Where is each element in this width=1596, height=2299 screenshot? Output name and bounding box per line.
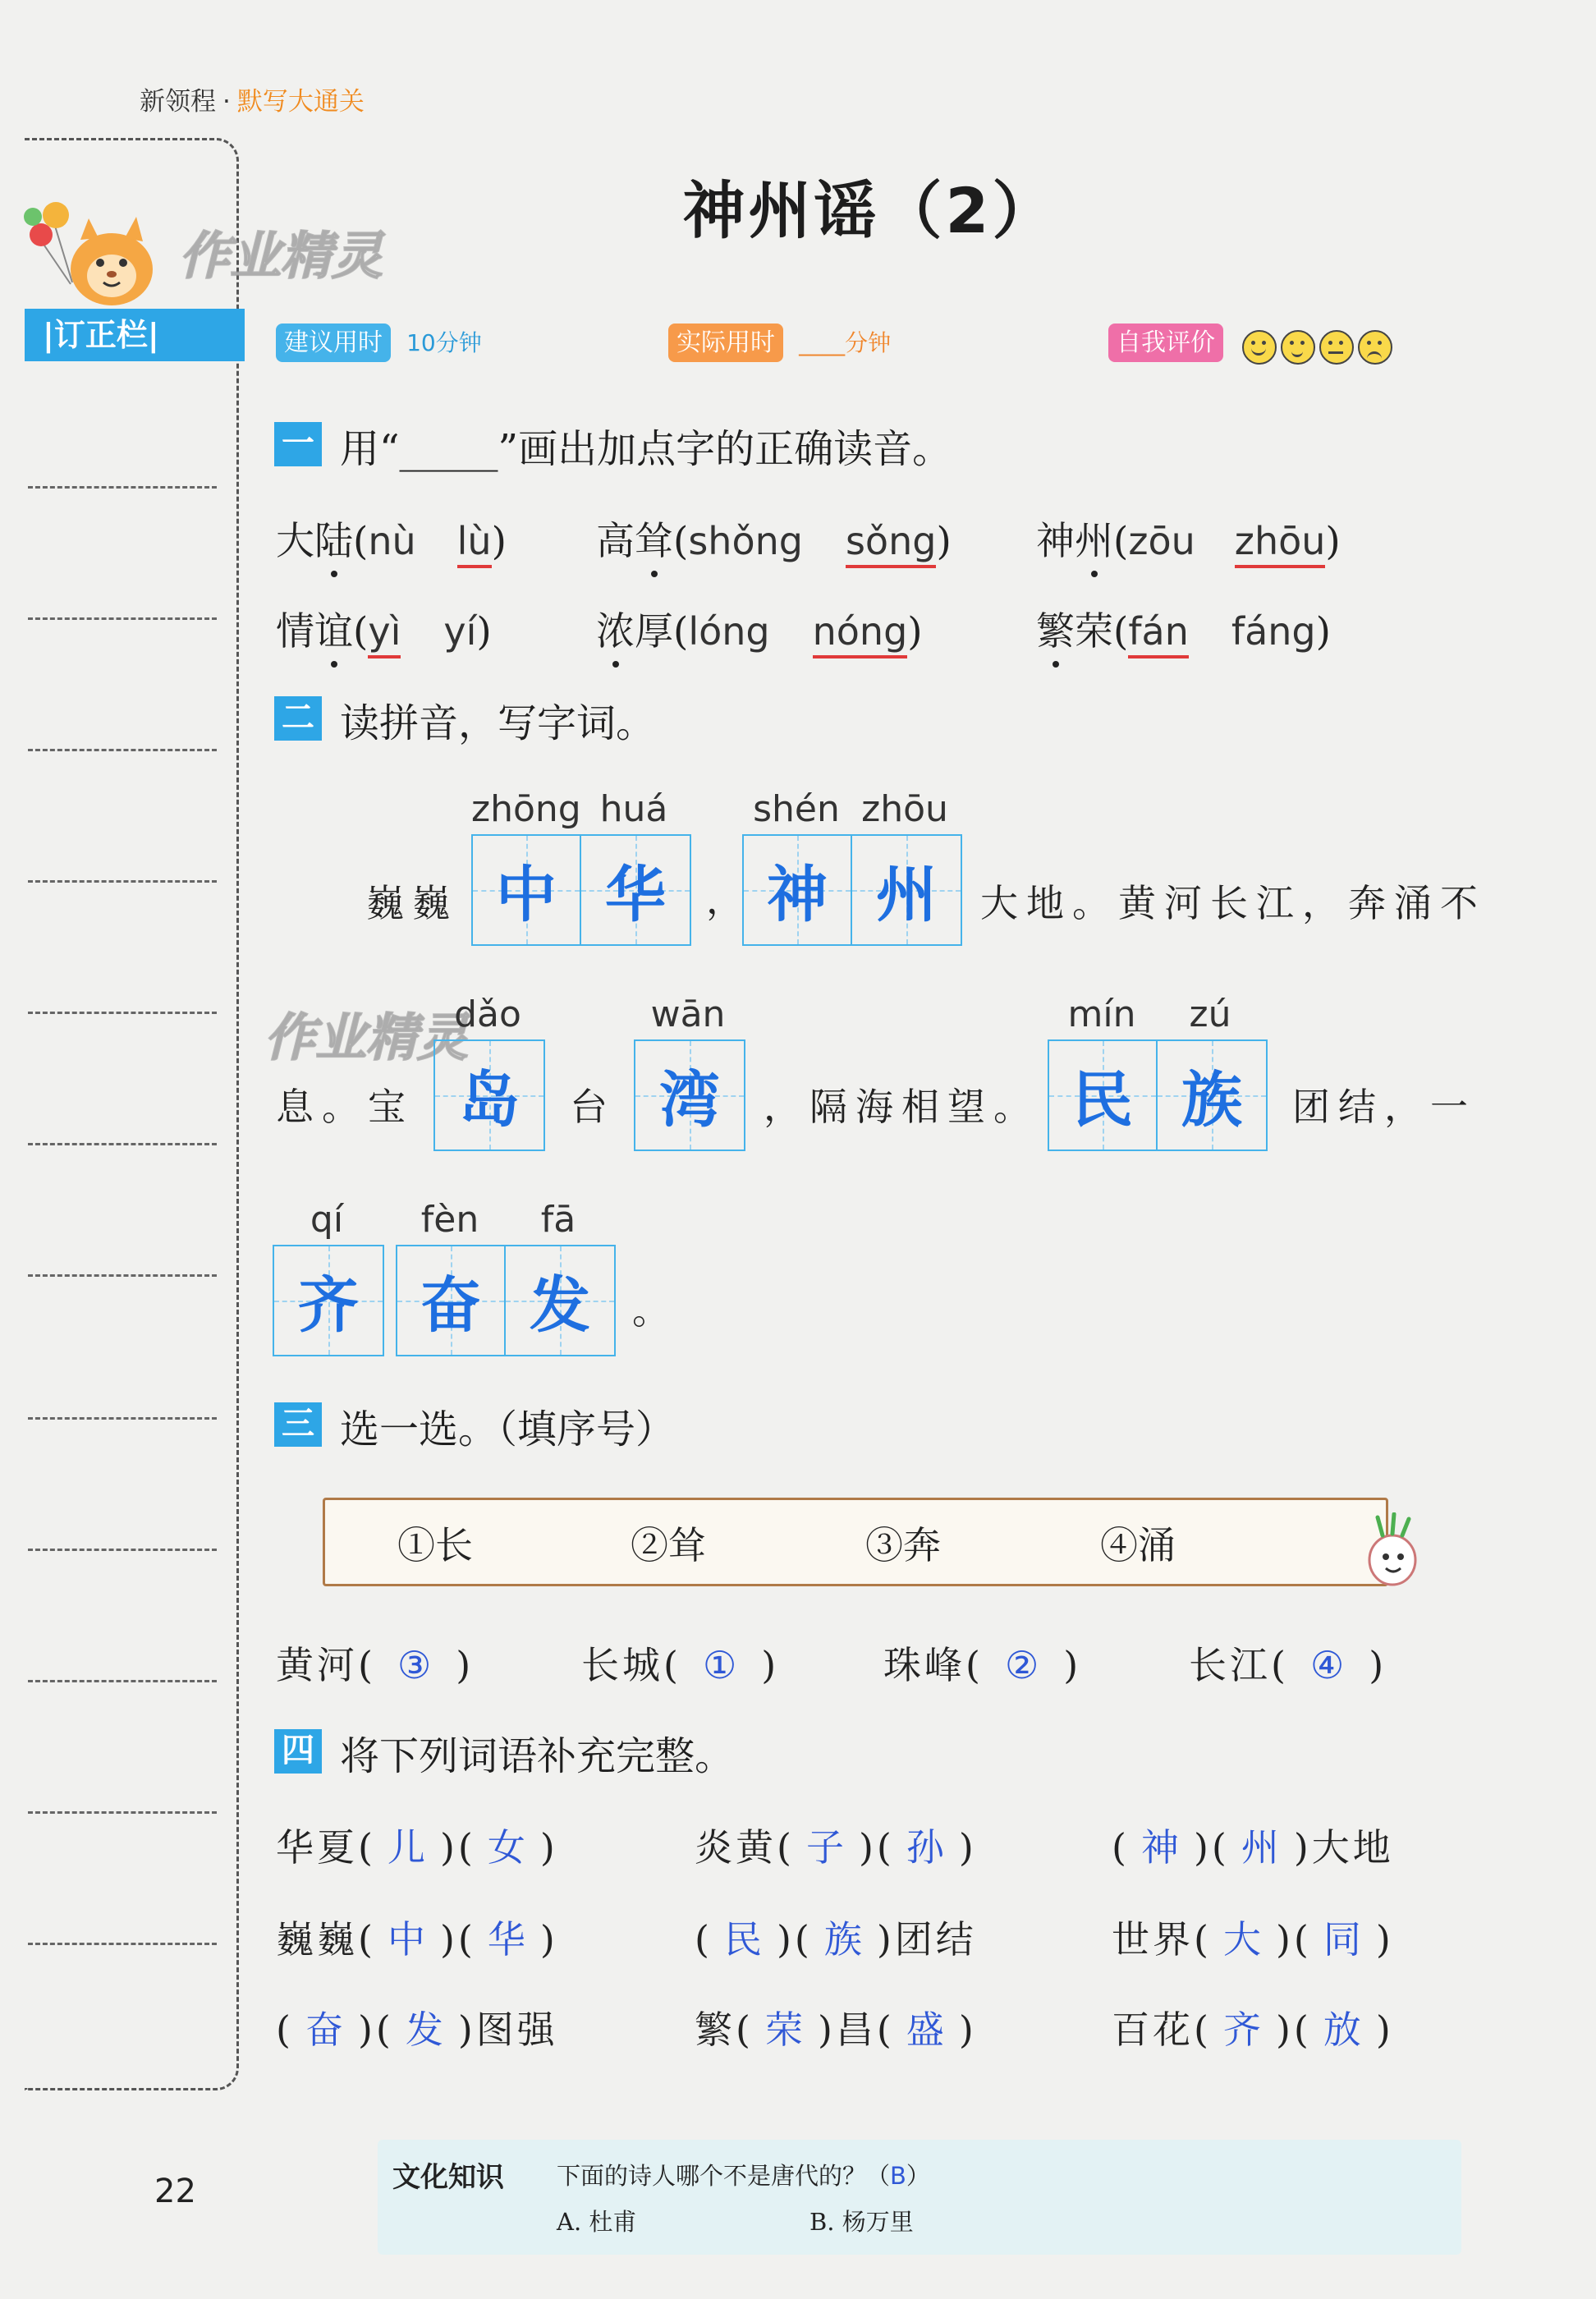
section-instruction: 将下列词语补充完整。 [340, 1733, 735, 1779]
idiom-item: 百花( 齐 )( 放 ) [1112, 2008, 1394, 2052]
fill-answer[interactable]: 儿 [387, 1825, 429, 1870]
smile-face-icon[interactable] [1281, 330, 1315, 365]
fill-answer[interactable]: 女 [487, 1825, 529, 1870]
passage-text: 团结，一 [1292, 1085, 1476, 1129]
fill-item: 长城( ① ) [581, 1643, 780, 1687]
culture-option-a: A. 杜甫 [557, 2208, 637, 2236]
passage-text: 台 [570, 1085, 616, 1129]
option-item: ③奔 [865, 1523, 941, 1567]
correct-reading: fán [1128, 609, 1189, 658]
culture-title: 文化知识 [392, 2161, 504, 2194]
writing-cell[interactable]: 州 [852, 836, 961, 944]
actual-time-value: ____分钟 [799, 329, 892, 356]
actual-time [668, 322, 891, 358]
correct-reading: lù [457, 519, 492, 568]
writing-grid [273, 1245, 384, 1356]
suggested-time [276, 322, 482, 358]
writing-cell[interactable]: 华 [581, 836, 690, 944]
fill-answer[interactable]: 神 [1140, 1825, 1182, 1870]
writing-cell[interactable]: 神 [744, 836, 852, 944]
passage-text: ，隔海相望。 [764, 1085, 1039, 1129]
neutral-face-icon[interactable] [1319, 330, 1354, 365]
watermark-sidebar: 作业精灵 [179, 226, 383, 286]
fill-answer[interactable]: 民 [723, 1917, 765, 1962]
writing-cell[interactable]: 中 [473, 836, 581, 944]
culture-option-b: B. 杨万里 [809, 2208, 914, 2236]
fill-answer[interactable]: 中 [387, 1917, 429, 1962]
correction-line [28, 1012, 217, 1014]
pinyin-item: 繁荣(fán fáng) [1036, 601, 1331, 656]
fill-answer[interactable]: 齐 [1222, 2008, 1264, 2052]
idiom-item: 繁( 荣 )昌( 盛 ) [695, 2008, 977, 2052]
fill-item: 珠峰( ② ) [883, 1643, 1082, 1687]
writing-grid [433, 1039, 545, 1151]
idiom-item: ( 神 )( 州 )大地 [1112, 1825, 1394, 1870]
fill-answer[interactable]: 奋 [305, 2008, 346, 2052]
passage-text: ， [706, 878, 752, 922]
self-eval-label: 自我评价 [1108, 324, 1223, 362]
idiom-item: ( 民 )( 族 )团结 [695, 1917, 977, 1962]
passage-text: 大地。黄河长江，奔涌不 [980, 881, 1486, 925]
writing-cell[interactable]: 发 [506, 1246, 614, 1355]
correction-line [28, 1549, 217, 1551]
culture-knowledge-box [378, 2140, 1461, 2255]
fill-answer[interactable]: 放 [1323, 2008, 1364, 2052]
idiom-item: 巍巍( 中 )( 华 ) [276, 1917, 558, 1962]
pinyin-label: zú [1189, 993, 1231, 1035]
pinyin-label: wān [650, 993, 726, 1035]
correction-line [28, 749, 217, 751]
watermark-body: 作业精灵 [264, 1007, 469, 1067]
self-evaluation [1108, 322, 1396, 365]
fill-answer[interactable]: 盛 [906, 2008, 947, 2052]
idiom-item: 炎黄( 子 )( 孙 ) [695, 1825, 977, 1870]
culture-answer[interactable]: B [890, 2162, 906, 2190]
options-banner [323, 1498, 1388, 1586]
section-number: 三 [274, 1402, 322, 1447]
section-number: 二 [274, 696, 322, 741]
correction-label: |订正栏| [25, 309, 245, 361]
writing-grid [742, 834, 962, 946]
section-instruction: 用“_____”画出加点字的正确读音。 [340, 426, 952, 472]
writing-grid [396, 1245, 616, 1356]
pinyin-label: zhōng [471, 788, 581, 830]
suggested-time-label: 建议用时 [276, 324, 391, 362]
pinyin-label: huá [599, 788, 668, 830]
fill-item: 黄河( ③ ) [276, 1643, 475, 1687]
actual-time-label: 实际用时 [668, 324, 783, 362]
fill-answer[interactable]: 大 [1222, 1917, 1264, 1962]
fill-answer[interactable]: ③ [397, 1643, 435, 1687]
fill-answer[interactable]: ④ [1309, 1643, 1348, 1687]
series-name: 新领程 [140, 87, 216, 117]
pinyin-label: fā [540, 1199, 576, 1241]
correction-line [28, 880, 217, 883]
correction-line [28, 1274, 217, 1277]
passage-text: 巍巍 [366, 881, 458, 925]
correct-reading: sǒng [846, 519, 936, 568]
correct-reading: zhōu [1235, 519, 1326, 568]
correction-line [28, 1811, 217, 1814]
pinyin-item: 浓厚(lóng nóng) [596, 601, 923, 656]
correction-line [28, 1417, 217, 1420]
pinyin-item: 高耸(shǒng sǒng) [596, 511, 952, 566]
pinyin-label: mín [1067, 993, 1136, 1035]
passage-text: 。 [632, 1288, 678, 1333]
correction-line [28, 1680, 217, 1682]
writing-grid [471, 834, 691, 946]
pinyin-label: qí [310, 1199, 344, 1241]
correct-reading: nóng [813, 609, 908, 658]
fill-answer[interactable]: 州 [1241, 1825, 1282, 1870]
fill-answer[interactable]: 华 [487, 1917, 529, 1962]
squirrel-mascot-icon [21, 194, 169, 317]
fill-answer[interactable]: 族 [823, 1917, 865, 1962]
option-item: ④涌 [1100, 1523, 1176, 1567]
correction-column [25, 138, 239, 2090]
pinyin-label: dǎo [454, 993, 521, 1035]
correction-line [28, 1143, 217, 1145]
section-number: 四 [274, 1729, 322, 1774]
fill-answer[interactable]: 发 [405, 2008, 447, 2052]
pinyin-item: 情谊(yì yí) [276, 601, 492, 656]
series-brand: 默写大通关 [236, 87, 365, 117]
fill-answer[interactable]: 荣 [764, 2008, 806, 2052]
writing-cell[interactable]: 奋 [397, 1246, 506, 1355]
fill-answer[interactable]: 孙 [906, 1825, 947, 1870]
passage-text: 息。宝 [276, 1085, 414, 1129]
writing-grid [634, 1039, 745, 1151]
pinyin-label: shén [753, 788, 840, 830]
sad-face-icon[interactable] [1358, 330, 1392, 365]
writing-cell[interactable]: 族 [1158, 1041, 1266, 1150]
suggested-time-value: 10分钟 [406, 329, 482, 356]
correct-reading: yì [368, 609, 401, 658]
writing-cell[interactable]: 湾 [635, 1041, 744, 1150]
pinyin-item: 大陆(nù lù) [276, 511, 507, 566]
correction-line [28, 617, 217, 620]
option-item: ①长 [397, 1523, 473, 1567]
writing-cell[interactable]: 民 [1049, 1041, 1158, 1150]
section-instruction: 选一选。（填序号） [340, 1406, 676, 1452]
fill-answer[interactable]: 同 [1323, 1917, 1364, 1962]
option-item: ②耸 [631, 1523, 706, 1567]
section-number: 一 [274, 422, 322, 466]
idiom-item: ( 奋 )( 发 )图强 [276, 2008, 558, 2052]
idiom-item: 华夏( 儿 )( 女 ) [276, 1825, 558, 1870]
pinyin-label: fèn [420, 1199, 479, 1241]
fill-answer[interactable]: ② [1004, 1643, 1043, 1687]
correction-line [28, 486, 217, 489]
section-instruction: 读拼音，写字词。 [340, 700, 656, 746]
correction-line [28, 1943, 217, 1945]
page-title: 神州谣（2） [682, 174, 1058, 247]
writing-cell[interactable]: 齐 [274, 1246, 383, 1355]
radish-mascot-icon [1355, 1512, 1429, 1595]
writing-cell[interactable]: 岛 [435, 1041, 543, 1150]
culture-question: 下面的诗人哪个不是唐代的？（B） [557, 2162, 930, 2190]
happy-face-icon[interactable] [1242, 330, 1277, 365]
page-number: 22 [154, 2173, 196, 2210]
fill-answer[interactable]: 子 [805, 1825, 847, 1870]
pinyin-label: zhōu [861, 788, 948, 830]
pinyin-item: 神州(zōu zhōu) [1036, 511, 1341, 566]
fill-item: 长江( ④ ) [1189, 1643, 1387, 1687]
writing-grid [1048, 1039, 1268, 1151]
series-dot: · [222, 87, 231, 117]
series-header [140, 80, 365, 117]
idiom-item: 世界( 大 )( 同 ) [1112, 1917, 1394, 1962]
fill-answer[interactable]: ① [702, 1643, 741, 1687]
